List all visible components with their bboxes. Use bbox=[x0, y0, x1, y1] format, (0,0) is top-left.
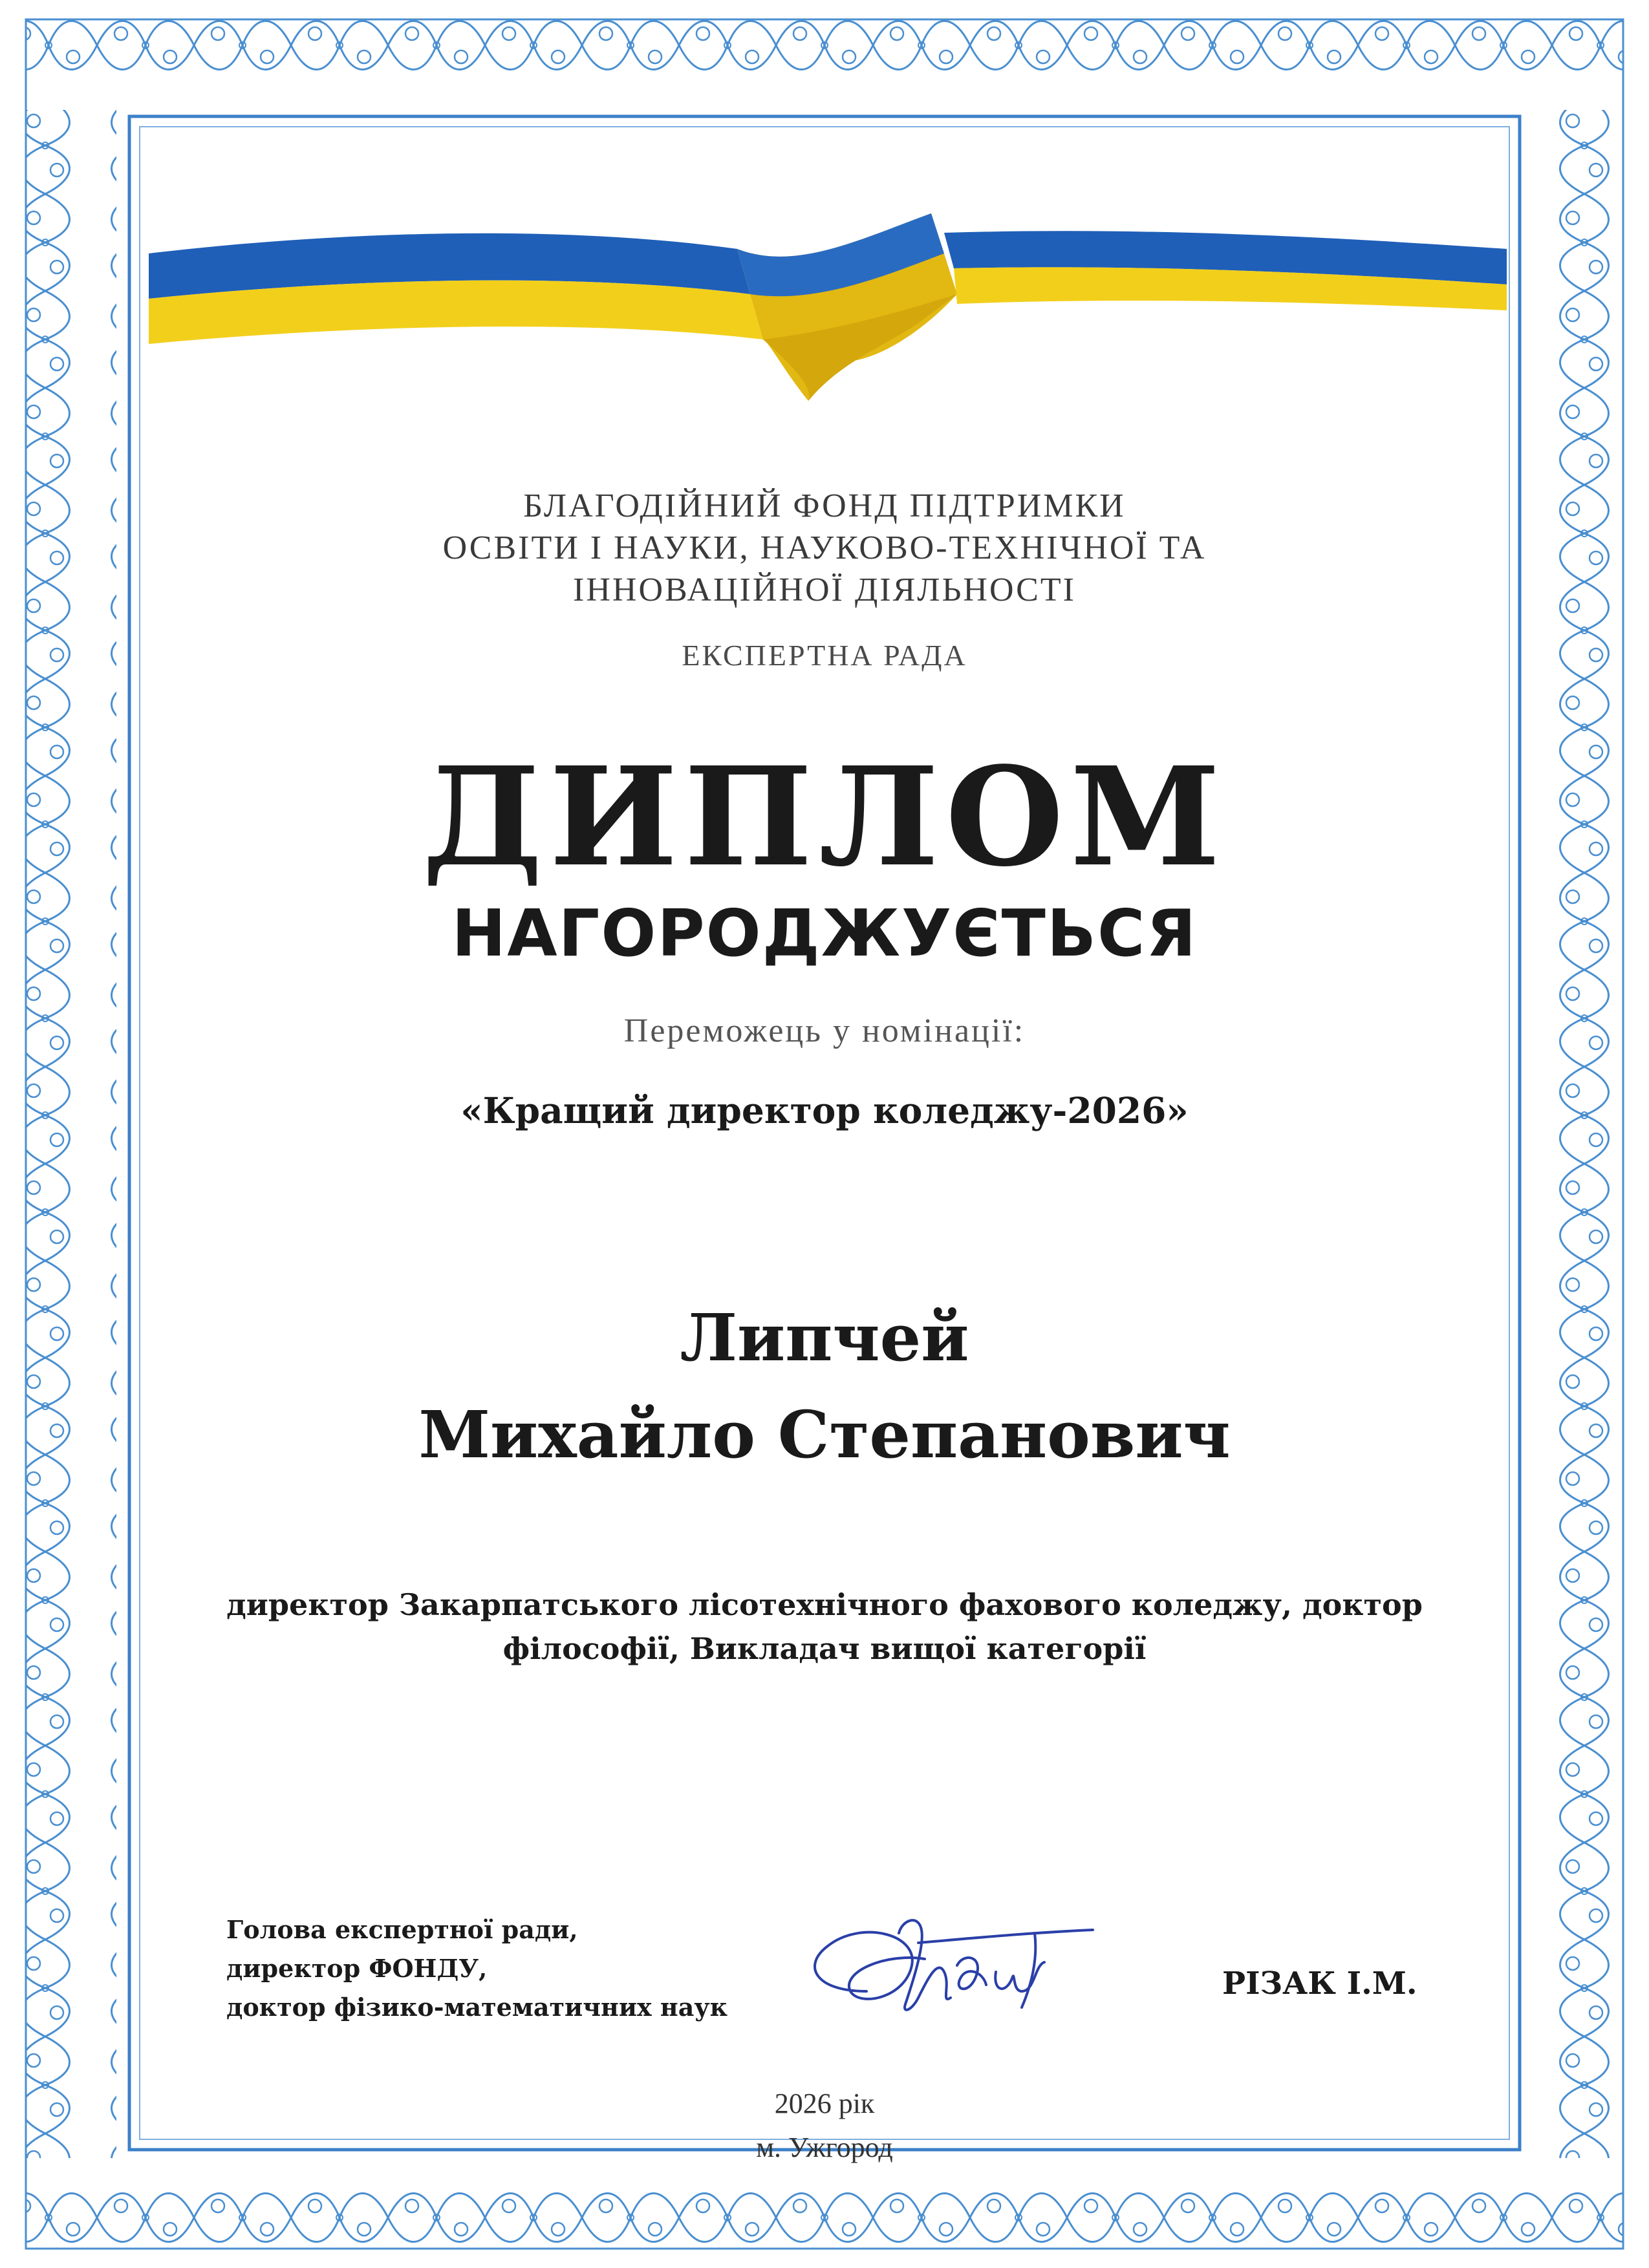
recipient-position-line-1: директор Закарпатського лісотехнічного фахового коледжу, доктор bbox=[226, 1587, 1423, 1622]
org-line-3: ІННОВАЦІЙНОЇ ДІЯЛЬНОСТІ bbox=[573, 572, 1076, 608]
diploma-title: ДИПЛОМ bbox=[422, 737, 1227, 897]
handwritten-signature bbox=[789, 1894, 1125, 2043]
recipient-position-line-2: філософії, Викладач вищої категорії bbox=[502, 1631, 1147, 1666]
issue-year: 2026 рік bbox=[774, 2088, 875, 2119]
awarded-heading: НАГОРОДЖУЄТЬСЯ bbox=[451, 895, 1198, 971]
nomination-label: Переможець у номінації: bbox=[623, 1012, 1026, 1049]
recipient-given-names: Михайло Степанович bbox=[418, 1396, 1231, 1473]
org-line-2: ОСВІТИ І НАУКИ, НАУКОВО-ТЕХНІЧНОЇ ТА bbox=[442, 530, 1207, 566]
signatory-title-line-1: Голова експертної ради, bbox=[226, 1915, 578, 1944]
issue-city: м. Ужгород bbox=[756, 2132, 893, 2163]
org-line-1: БЛАГОДІЙНИЙ ФОНД ПІДТРИМКИ bbox=[523, 487, 1126, 524]
inner-frame bbox=[129, 116, 1520, 2150]
signatory-title-line-2: директор ФОНДУ, bbox=[226, 1954, 488, 1983]
recipient-surname: Липчей bbox=[680, 1300, 969, 1376]
nomination-title: «Кращий директор коледжу-2026» bbox=[460, 1089, 1189, 1131]
expert-council: ЕКСПЕРТНА РАДА bbox=[682, 639, 967, 672]
signatory-name: РІЗАК І.М. bbox=[1222, 1965, 1417, 2002]
signatory-title-line-3: доктор фізико-математичних наук bbox=[226, 1993, 728, 2022]
signatory-title bbox=[226, 1910, 727, 2027]
